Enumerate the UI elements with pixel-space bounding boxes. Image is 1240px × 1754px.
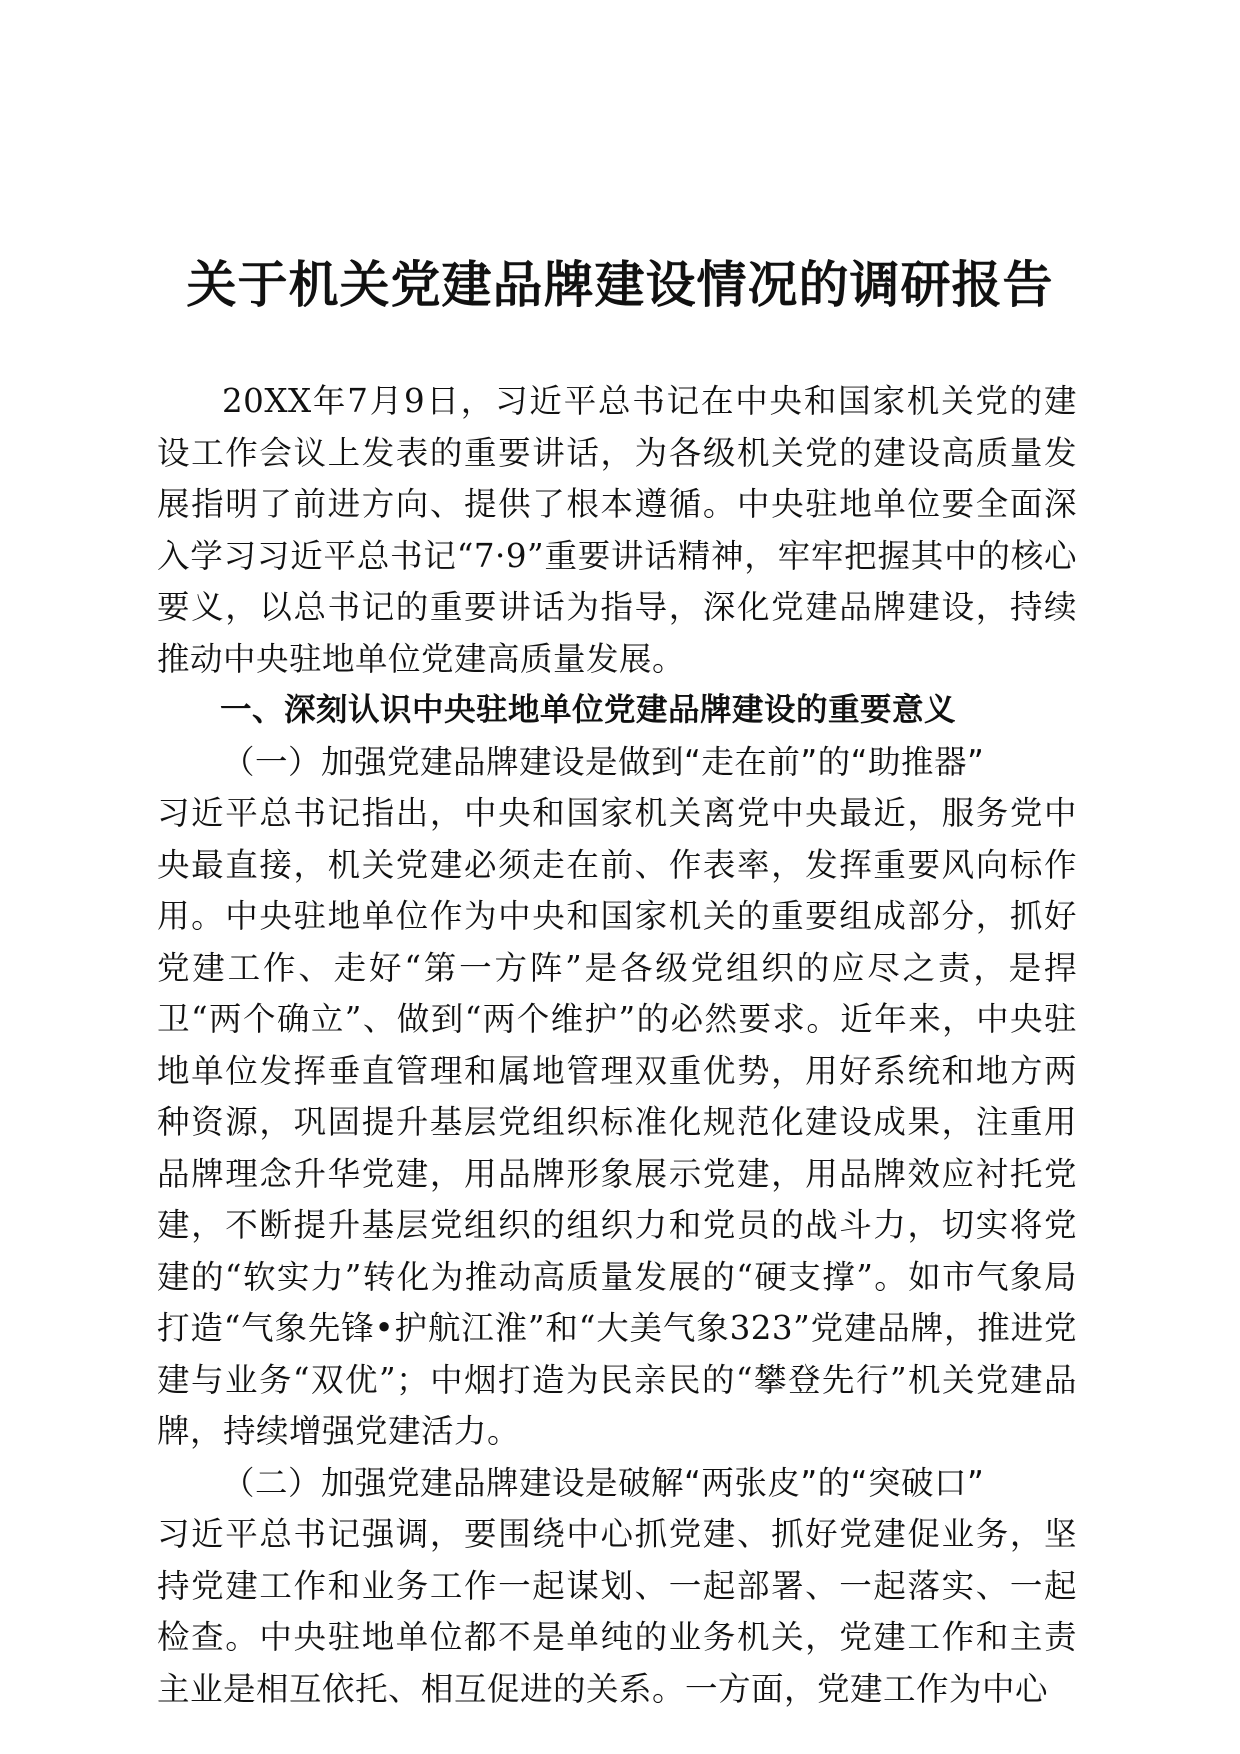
subsection-1-title-text: （一）加强党建品牌建设是做到“走在前”的“助推器” (222, 742, 985, 781)
intro-paragraph: 20XX年7月9日，习近平总书记在中央和国家机关党的建设工作会议上发表的重要讲话，为各级机关党的建设高质量发展指明了前进方向、提供了根本遵循。中央驻地单位要全面深入学习习近平总书记“7·9”重要讲话精神，牢牢把握其中的核心要义，以总书记的重要讲话为指导，深化党建品牌建设，持续推动中央驻地单位党建高质量发展。 (157, 382, 1077, 678)
document-title: 关于机关党建品牌建设情况的调研报告 (186, 255, 1054, 314)
subsection-2-title-text: （二）加强党建品牌建设是破解“两张皮”的“突破口” (222, 1463, 985, 1502)
subsection-2-title (157, 1458, 1077, 1510)
subsection-1-title (157, 737, 1077, 789)
section-heading: 一、深刻认识中央驻地单位党建品牌建设的重要意义 (220, 692, 957, 728)
subsection-1-paragraph: 习近平总书记指出，中央和国家机关离党中央最近，服务党中央最直接，机关党建必须走在前、作表率，发挥重要风向标作用。中央驻地单位作为中央和国家机关的重要组成部分，抓好党建工作、走好“第一方阵”是各级党组织的应尽之责，是捍卫“两个确立”、做到“两个维护”的必然要求。近年来，中央驻地单位发挥垂直管理和属地管理双重优势，用好系统和地方两种资源，巩固提升基层党组织标准化规范化建设成果，注重用品牌理念升华党建，用品牌形象展示党建，用品牌效应衬托党建，不断提升基层党组织的组织力和党员的战斗力，切实将党建的“软实力”转化为推动高质量发展的“硬支撑”。如市气象局打造“气象先锋•护航江淮”和“大美气象323”党建品牌，推进党建与业务“双优”；中烟打造为民亲民的“攀登先行”机关党建品牌，持续增强党建活力。 (157, 794, 1077, 1450)
subsection-2-paragraph: 习近平总书记强调，要围绕中心抓党建、抓好党建促业务，坚持党建工作和业务工作一起谋划、一起部署、一起落实、一起检查。中央驻地单位都不是单纯的业务机关，党建工作和主责主业是相互依托、相互促进的关系。一方面，党建工作为中心 (157, 1515, 1077, 1708)
document-body (157, 376, 1077, 1715)
